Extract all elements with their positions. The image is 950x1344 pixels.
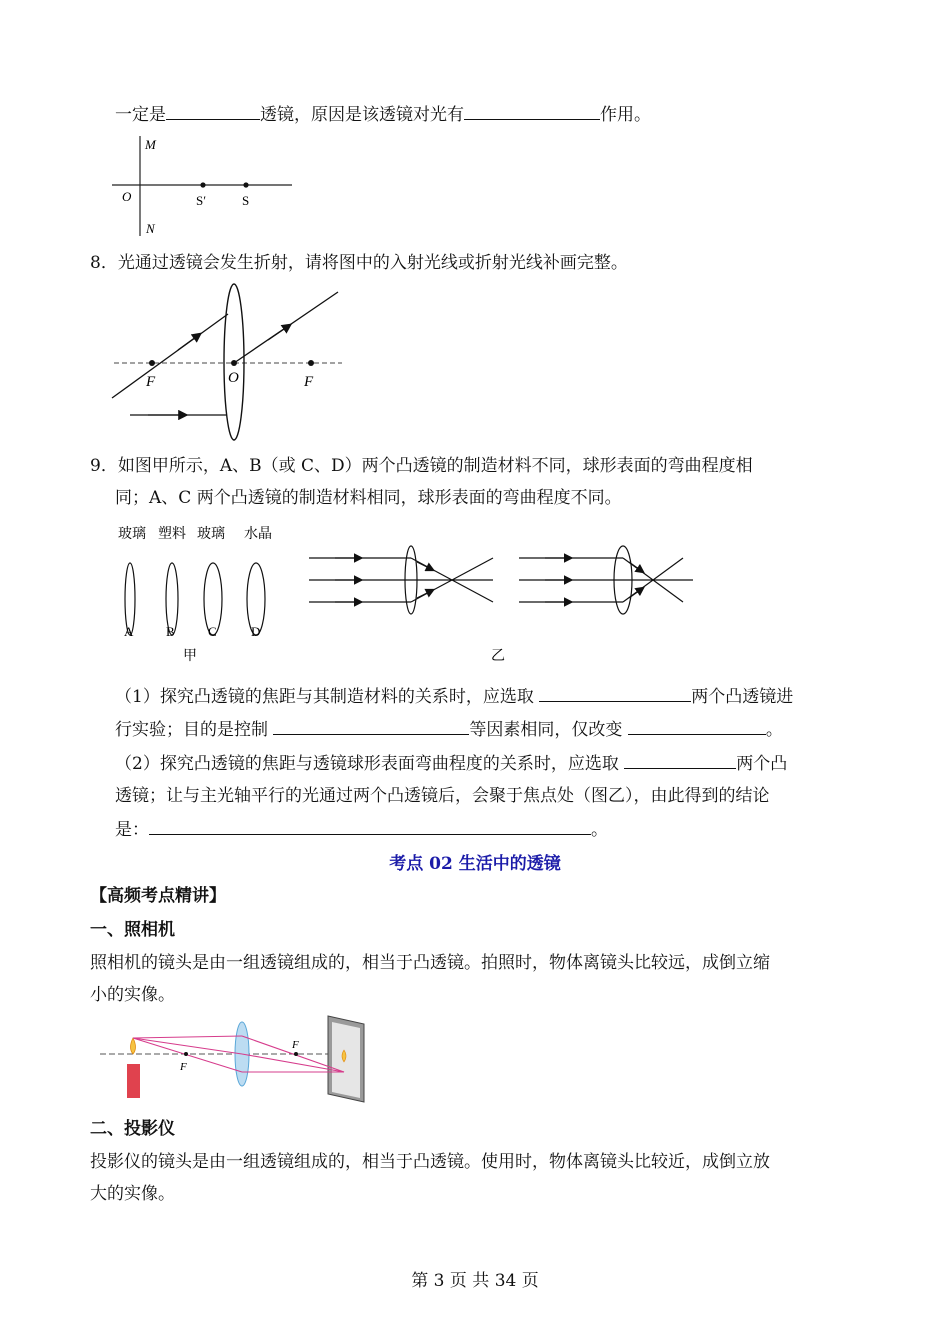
q9-s1-text-b: 两个凸透镜进 [691, 687, 794, 707]
q9-sub1-line2 [115, 716, 783, 742]
label-N: N [146, 221, 155, 236]
q7-diagram [110, 132, 300, 240]
projector-heading: 二、投影仪 [90, 1119, 175, 1139]
label-O-center: O [228, 370, 239, 386]
q9-s2-blank-1[interactable] [624, 750, 736, 769]
q9-s1-blank-1[interactable] [539, 683, 691, 702]
q9-s2-text-a: （2）探究凸透镜的焦距与透镜球形表面弯曲程度的关系时，应选取 [115, 754, 625, 774]
cam-label-F2: F [292, 1039, 299, 1051]
q8-text: 8．光通过透镜会发生折射，请将图中的入射光线或折射光线补画完整。 [90, 253, 628, 273]
letter-A: A [124, 624, 134, 639]
q7-text-1: 一定是 [115, 105, 166, 125]
label-M: M [145, 137, 156, 152]
material-D: 水晶 [244, 527, 272, 542]
q9-sub2-line1 [115, 750, 787, 776]
q9-sub2-line2: 透镜；让与主光轴平行的光通过两个凸透镜后，会聚于焦点处（图乙），由此得到的结论 [115, 786, 770, 806]
cam-label-F1: F [180, 1061, 187, 1073]
fig-yi-label: 乙 [491, 649, 505, 664]
q9-s1-blank-3[interactable] [628, 716, 766, 735]
jingjiang-heading: 【高频考点精讲】 [90, 886, 226, 906]
page-footer: 第 3 页 共 34 页 [411, 1271, 539, 1291]
material-C: 玻璃 [197, 527, 225, 542]
q9-s2-text-e: 。 [591, 820, 608, 840]
camera-ray-diagram [96, 1012, 368, 1106]
q8-lens-diagram [108, 282, 348, 444]
q9-line-1: 9．如图甲所示，A、B（或 C、D）两个凸透镜的制造材料不同，球形表面的弯曲程度相 [90, 456, 753, 476]
q9-s2-blank-2[interactable] [149, 816, 591, 835]
label-O: O [122, 189, 132, 204]
fig-jia-label: 甲 [183, 649, 197, 664]
q7-text-2: 透镜，原因是该透镜对光有 [260, 105, 464, 125]
letter-B: B [166, 624, 175, 639]
projector-para-1: 投影仪的镜头是由一组透镜组成的，相当于凸透镜。使用时，物体离镜头比较近，成倒立放 [90, 1152, 770, 1172]
q9-line-2: 同；A、C 两个凸透镜的制造材料相同，球形表面的弯曲程度不同。 [115, 488, 622, 508]
section-title: 考点 02 生活中的透镜 [389, 854, 561, 874]
q9-s1-blank-2[interactable] [273, 716, 469, 735]
q9-s1-text-a: （1）探究凸透镜的焦距与其制造材料的关系时，应选取 [115, 687, 540, 707]
label-S-prime: S′ [196, 193, 207, 208]
q9-s1-text-d: 等因素相同，仅改变 [469, 720, 628, 740]
label-F-left: F [146, 374, 156, 390]
q7-blank-1[interactable] [166, 101, 260, 120]
q9-sub1-line1 [115, 683, 793, 709]
q9-s2-text-b: 两个凸 [736, 754, 788, 774]
q9-sub2-line3 [115, 816, 608, 842]
q9-s1-text-c: 行实验；目的是控制 [115, 720, 274, 740]
q9-s1-text-e: 。 [765, 720, 783, 740]
q7-blank-2[interactable] [464, 101, 600, 120]
projector-para-2: 大的实像。 [90, 1184, 175, 1204]
camera-para-1: 照相机的镜头是由一组透镜组成的，相当于凸透镜。拍照时，物体离镜头比较远，成倒立缩 [90, 953, 770, 973]
q7-text-3: 作用。 [600, 105, 651, 125]
q7-text [115, 101, 651, 127]
camera-heading: 一、照相机 [90, 920, 175, 940]
camera-para-2: 小的实像。 [90, 985, 175, 1005]
letter-C: C [208, 624, 217, 639]
q9-figure-yi [305, 540, 700, 665]
label-S: S [242, 193, 250, 208]
q9-figure-jia [110, 520, 285, 666]
material-B: 塑料 [158, 527, 186, 542]
q9-s2-text-d: 是： [115, 820, 149, 840]
material-A: 玻璃 [118, 527, 146, 542]
label-F-right: F [304, 374, 314, 390]
letter-D: D [251, 624, 261, 639]
